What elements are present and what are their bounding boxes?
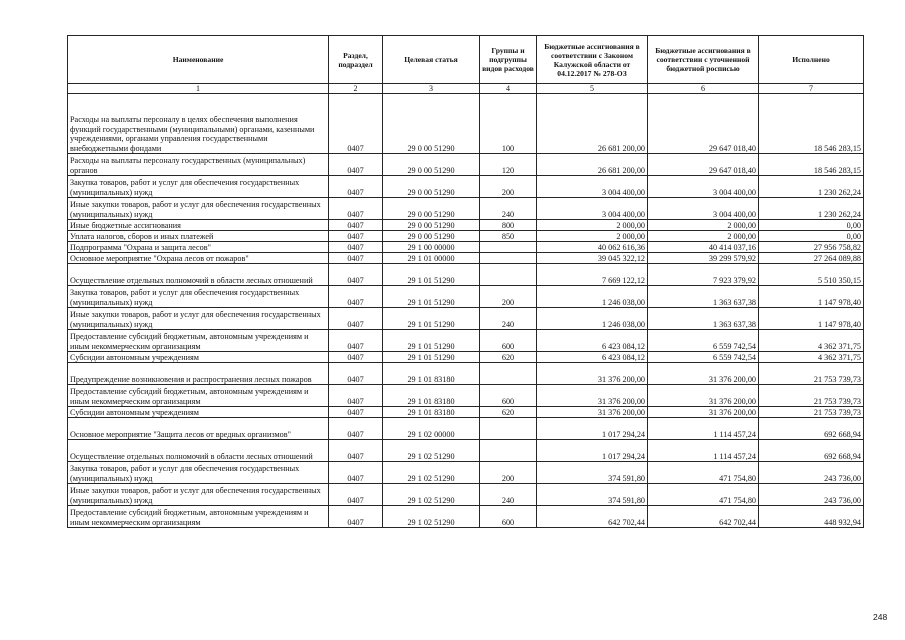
row-executed: 4 362 371,75: [759, 352, 864, 363]
row-executed: 27 264 089,88: [759, 253, 864, 264]
col-header-section: Раздел, подраздел: [329, 36, 383, 84]
row-section: 0407: [329, 440, 383, 462]
row-executed: 243 736,00: [759, 484, 864, 506]
row-law-allocation: 40 062 616,36: [537, 242, 648, 253]
row-law-allocation: 26 681 200,00: [537, 94, 648, 154]
row-article: 29 1 01 51290: [383, 264, 480, 286]
row-section: 0407: [329, 220, 383, 231]
row-refined-allocation: 1 363 637,38: [648, 286, 759, 308]
row-refined-allocation: 3 004 400,00: [648, 198, 759, 220]
row-law-allocation: 1 017 294,24: [537, 418, 648, 440]
row-section: 0407: [329, 94, 383, 154]
table-row: [68, 484, 864, 506]
row-law-allocation: 1 246 038,00: [537, 286, 648, 308]
row-law-allocation: 6 423 084,12: [537, 352, 648, 363]
row-name: Предоставление субсидий бюджетным, автономным учреждениям и иным некоммерческим организациям: [68, 330, 329, 352]
row-law-allocation: 642 702,44: [537, 506, 648, 528]
row-refined-allocation: 2 000,00: [648, 231, 759, 242]
col-header-executed: Исполнено: [759, 36, 864, 84]
row-article: 29 1 02 51290: [383, 484, 480, 506]
row-article: 29 0 00 51290: [383, 176, 480, 198]
row-article: 29 1 02 51290: [383, 462, 480, 484]
table-row: [68, 363, 864, 385]
row-name: Осуществление отдельных полномочий в области лесных отношений: [68, 264, 329, 286]
row-article: 29 1 01 51290: [383, 330, 480, 352]
row-group: 600: [480, 330, 537, 352]
row-name: Субсидии автономным учреждениям: [68, 407, 329, 418]
row-refined-allocation: 31 376 200,00: [648, 363, 759, 385]
row-executed: 1 230 262,24: [759, 176, 864, 198]
col-header-name: Наименование: [68, 36, 329, 84]
row-executed: 692 668,94: [759, 440, 864, 462]
header-row: [68, 36, 864, 84]
row-executed: 18 546 283,15: [759, 94, 864, 154]
row-group: 800: [480, 220, 537, 231]
row-group: 200: [480, 286, 537, 308]
row-section: 0407: [329, 198, 383, 220]
row-executed: 5 510 350,15: [759, 264, 864, 286]
col-header-refined-allocations: Бюджетные ассигнования в соответствии с уточненной бюджетной росписью: [648, 36, 759, 84]
row-refined-allocation: 39 299 579,92: [648, 253, 759, 264]
table-row: [68, 286, 864, 308]
row-law-allocation: 2 000,00: [537, 231, 648, 242]
row-article: 29 1 00 00000: [383, 242, 480, 253]
row-name: Закупка товаров, работ и услуг для обеспечения государственных (муниципальных) нужд: [68, 176, 329, 198]
row-section: 0407: [329, 253, 383, 264]
row-name: Иные закупки товаров, работ и услуг для обеспечения государственных (муниципальных) нужд: [68, 308, 329, 330]
row-executed: 448 932,94: [759, 506, 864, 528]
row-law-allocation: 2 000,00: [537, 220, 648, 231]
column-number-row: [68, 84, 864, 94]
table-row: [68, 220, 864, 231]
row-name: Иные бюджетные ассигнования: [68, 220, 329, 231]
row-name: Иные закупки товаров, работ и услуг для обеспечения государственных (муниципальных) нужд: [68, 484, 329, 506]
row-article: 29 0 00 51290: [383, 94, 480, 154]
table-row: [68, 418, 864, 440]
table-row: [68, 198, 864, 220]
col-number: 7: [759, 84, 864, 94]
row-section: 0407: [329, 264, 383, 286]
row-group: 620: [480, 352, 537, 363]
col-header-group: Группы и подгруппы видов расходов: [480, 36, 537, 84]
row-section: 0407: [329, 352, 383, 363]
table-row: [68, 94, 864, 154]
row-group: 240: [480, 198, 537, 220]
col-number: 5: [537, 84, 648, 94]
row-group: [480, 253, 537, 264]
row-refined-allocation: 6 559 742,54: [648, 352, 759, 363]
row-name: Закупка товаров, работ и услуг для обеспечения государственных (муниципальных) нужд: [68, 462, 329, 484]
row-group: 200: [480, 176, 537, 198]
row-article: 29 1 01 51290: [383, 352, 480, 363]
budget-table: [67, 35, 864, 528]
row-name: Подпрограмма "Охрана и защита лесов": [68, 242, 329, 253]
row-executed: 21 753 739,73: [759, 407, 864, 418]
row-article: 29 1 02 51290: [383, 440, 480, 462]
table-row: [68, 330, 864, 352]
row-group: 620: [480, 407, 537, 418]
row-law-allocation: 31 376 200,00: [537, 363, 648, 385]
row-name: Иные закупки товаров, работ и услуг для обеспечения государственных (муниципальных) нужд: [68, 198, 329, 220]
table-row: [68, 242, 864, 253]
row-name: Уплата налогов, сборов и иных платежей: [68, 231, 329, 242]
row-section: 0407: [329, 176, 383, 198]
row-refined-allocation: 6 559 742,54: [648, 330, 759, 352]
col-header-article: Целевая статья: [383, 36, 480, 84]
row-article: 29 1 02 51290: [383, 506, 480, 528]
row-executed: 0,00: [759, 220, 864, 231]
row-executed: 243 736,00: [759, 462, 864, 484]
row-refined-allocation: 31 376 200,00: [648, 385, 759, 407]
row-refined-allocation: 1 114 457,24: [648, 440, 759, 462]
row-law-allocation: 374 591,80: [537, 484, 648, 506]
row-group: 240: [480, 308, 537, 330]
row-article: 29 1 01 51290: [383, 308, 480, 330]
row-article: 29 0 00 51290: [383, 220, 480, 231]
row-name: Предоставление субсидий бюджетным, автономным учреждениям и иным некоммерческим организациям: [68, 506, 329, 528]
col-number: 1: [68, 84, 329, 94]
row-section: 0407: [329, 484, 383, 506]
row-section: 0407: [329, 308, 383, 330]
row-article: 29 1 01 83180: [383, 363, 480, 385]
page-number: 248: [873, 612, 888, 622]
row-section: 0407: [329, 242, 383, 253]
row-article: 29 0 00 51290: [383, 198, 480, 220]
row-refined-allocation: 1 363 637,38: [648, 308, 759, 330]
row-executed: 1 230 262,24: [759, 198, 864, 220]
row-refined-allocation: 29 647 018,40: [648, 94, 759, 154]
row-name: Основное мероприятие "Охрана лесов от пожаров": [68, 253, 329, 264]
row-law-allocation: 3 004 400,00: [537, 176, 648, 198]
col-number: 6: [648, 84, 759, 94]
row-group: [480, 242, 537, 253]
row-group: [480, 363, 537, 385]
table-row: [68, 440, 864, 462]
row-law-allocation: 374 591,80: [537, 462, 648, 484]
row-executed: 21 753 739,73: [759, 385, 864, 407]
row-section: 0407: [329, 418, 383, 440]
row-refined-allocation: 40 414 037,16: [648, 242, 759, 253]
row-refined-allocation: 471 754,80: [648, 462, 759, 484]
row-name: Расходы на выплаты персоналу государственных (муниципальных) органов: [68, 154, 329, 176]
row-name: Основное мероприятие "Защита лесов от вредных организмов": [68, 418, 329, 440]
row-article: 29 1 01 00000: [383, 253, 480, 264]
row-refined-allocation: 1 114 457,24: [648, 418, 759, 440]
row-executed: 4 362 371,75: [759, 330, 864, 352]
col-header-law-allocations: Бюджетные ассигнования в соответствии с Законом Калужской области от 04.12.2017 № 278-ОЗ: [537, 36, 648, 84]
row-group: 100: [480, 94, 537, 154]
budget-sheet: [67, 35, 864, 528]
col-number: 2: [329, 84, 383, 94]
row-executed: 27 956 758,82: [759, 242, 864, 253]
row-name: Предоставление субсидий бюджетным, автономным учреждениям и иным некоммерческим организациям: [68, 385, 329, 407]
row-article: 29 1 01 51290: [383, 286, 480, 308]
row-refined-allocation: 3 004 400,00: [648, 176, 759, 198]
row-article: 29 1 01 83180: [383, 407, 480, 418]
row-executed: 1 147 978,40: [759, 286, 864, 308]
row-law-allocation: 3 004 400,00: [537, 198, 648, 220]
row-article: 29 1 02 00000: [383, 418, 480, 440]
row-group: 120: [480, 154, 537, 176]
row-section: 0407: [329, 363, 383, 385]
row-law-allocation: 7 669 122,12: [537, 264, 648, 286]
col-number: 4: [480, 84, 537, 94]
row-article: 29 0 00 51290: [383, 154, 480, 176]
row-refined-allocation: 7 923 379,92: [648, 264, 759, 286]
row-section: 0407: [329, 330, 383, 352]
row-group: [480, 440, 537, 462]
row-law-allocation: 26 681 200,00: [537, 154, 648, 176]
row-refined-allocation: 471 754,80: [648, 484, 759, 506]
row-executed: 1 147 978,40: [759, 308, 864, 330]
table-row: [68, 154, 864, 176]
row-group: 200: [480, 462, 537, 484]
table-body: [68, 94, 864, 528]
row-name: Предупреждение возникновения и распространения лесных пожаров: [68, 363, 329, 385]
row-name: Расходы на выплаты персоналу в целях обеспечения выполнения функций государственными (муниципальными) органами, казенными учреждениями, органами управления государственными внебюджетными фондами: [68, 94, 329, 154]
row-section: 0407: [329, 462, 383, 484]
table-row: [68, 264, 864, 286]
table-row: [68, 352, 864, 363]
table-row: [68, 231, 864, 242]
row-name: Субсидии автономным учреждениям: [68, 352, 329, 363]
row-group: 850: [480, 231, 537, 242]
col-number: 3: [383, 84, 480, 94]
table-row: [68, 462, 864, 484]
row-section: 0407: [329, 231, 383, 242]
row-law-allocation: 1 246 038,00: [537, 308, 648, 330]
row-law-allocation: 31 376 200,00: [537, 407, 648, 418]
row-group: [480, 264, 537, 286]
row-law-allocation: 39 045 322,12: [537, 253, 648, 264]
row-name: Осуществление отдельных полномочий в области лесных отношений: [68, 440, 329, 462]
row-article: 29 0 00 51290: [383, 231, 480, 242]
row-executed: 21 753 739,73: [759, 363, 864, 385]
row-section: 0407: [329, 506, 383, 528]
row-section: 0407: [329, 154, 383, 176]
row-executed: 692 668,94: [759, 418, 864, 440]
row-law-allocation: 31 376 200,00: [537, 385, 648, 407]
row-refined-allocation: 2 000,00: [648, 220, 759, 231]
row-law-allocation: 1 017 294,24: [537, 440, 648, 462]
row-group: 600: [480, 385, 537, 407]
row-refined-allocation: 29 647 018,40: [648, 154, 759, 176]
row-refined-allocation: 31 376 200,00: [648, 407, 759, 418]
row-group: 600: [480, 506, 537, 528]
table-row: [68, 253, 864, 264]
row-section: 0407: [329, 385, 383, 407]
row-law-allocation: 6 423 084,12: [537, 330, 648, 352]
table-row: [68, 506, 864, 528]
table-row: [68, 176, 864, 198]
row-refined-allocation: 642 702,44: [648, 506, 759, 528]
row-executed: 18 546 283,15: [759, 154, 864, 176]
row-executed: 0,00: [759, 231, 864, 242]
table-row: [68, 308, 864, 330]
row-section: 0407: [329, 286, 383, 308]
row-group: [480, 418, 537, 440]
row-section: 0407: [329, 407, 383, 418]
row-article: 29 1 01 83180: [383, 385, 480, 407]
row-name: Закупка товаров, работ и услуг для обеспечения государственных (муниципальных) нужд: [68, 286, 329, 308]
table-row: [68, 385, 864, 407]
table-row: [68, 407, 864, 418]
row-group: 240: [480, 484, 537, 506]
